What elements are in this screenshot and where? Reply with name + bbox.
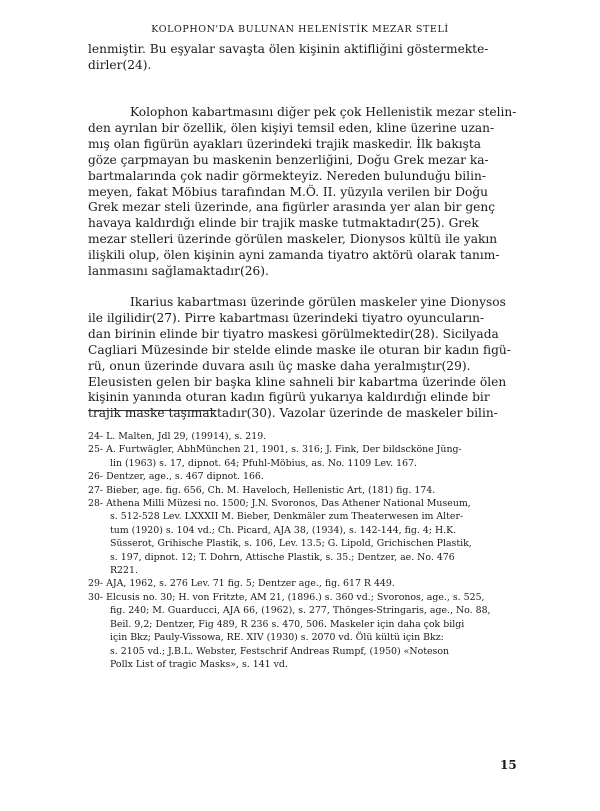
footnote-continuation: Beil. 9,2; Dentzer, Fig 489, R 236 s. 470, 506. Maskeler için daha çok bilgi [110,618,465,630]
text-line: den ayrılan bir özellik, ölen kişiyi temsil eden, kline üzerine uzan- [88,120,495,135]
footnotes [88,430,528,671]
text-line: Cagliari Müzesinde bir stelde elinde maske ile oturan bir kadın figü- [88,342,511,357]
footnote-continuation: tum (1920) s. 104 vd.; Ch. Picard, AJA 38, (1934), s. 142-144, fig. 4; H.K. [110,524,457,536]
footnote-continuation: için Bkz; Pauly-Vissowa, RE. XIV (1930) s. 2070 vd. Ölü kültü için Bkz: [110,632,444,644]
footnote-continuation: lin (1963) s. 17, dipnot. 64; Pfuhl-Möbius, as. No. 1109 Lev. 167. [110,457,418,469]
text-line: kişinin yanında oturan kadın figürü yukarıya kaldırdığı elinde bir [88,390,490,405]
footnote-continuation: Süsserot, Grihische Plastik, s. 106, Lev. 13.5; G. Lipold, Grichischen Plastik, [110,538,472,550]
paragraph-1 [88,42,528,74]
text-line: Eleusisten gelen bir başka kline sahneli bir kabartma üzerinde ölen [88,374,507,389]
footnote-continuation: fig. 240; M. Guarducci, AJA 66, (1962), s. 277, Thönges-Stringaris, age., No. 88, [110,605,491,617]
text-line: havaya kaldırdığı elinde bir trajik maske tutmaktadır(25). Grek [88,216,479,231]
text-line: lenmiştir. Bu eşyalar savaşta ölen kişinin aktifliğini göstermekte- [88,42,489,56]
page-number: 15 [500,758,517,772]
text-line: ilişkili olup, ölen kişinin ayni zamanda tiyatro aktörü olarak tanım- [88,248,500,263]
footnote-29: 29- AJA, 1962, s. 276 Lev. 71 fig. 5; Dentzer age., fig. 617 R 449. [88,578,395,590]
text-line: bartmalarında çok nadir görmekteyiz. Nereden bulunduğu bilin- [88,168,486,183]
text-line: mış olan figürün ayakları üzerindeki trajik maskedir. İlk bakışta [88,136,482,151]
footnote-continuation: s. 197, dipnot. 12; T. Dohrn, Attische Plastik, s. 35.; Dentzer, ae. No. 476 [110,551,455,563]
text-line: trajik maske taşımaktadır(30). Vazolar üzerinde de maskeler bilin- [88,406,498,421]
text-line: ile ilgilidir(27). Pirre kabartması üzerindeki tiyatro oyuncuların- [88,310,485,325]
text-line: Kolophon kabartmasını diğer pek çok Hellenistik mezar stelin- [130,105,517,119]
footnote-continuation: s. 2105 vd.; J.B.L. Webster, Festschrif Andreas Rumpf, (1950) «Noteson [110,645,450,657]
footnote-continuation: R221. [110,565,138,577]
text-line: meyen, fakat Möbius tarafından M.Ö. II. yüzyıla verilen bir Doğu [88,184,489,199]
text-line: dan birinin elinde bir tiyatro maskesi görülmektedir(28). Sicilyada [88,326,499,341]
text-line: Ikarius kabartması üzerinde görülen maskeler yine Dionysos [130,295,506,309]
footnote-25: 25- A. Furtwägler, AbhMünchen 21, 1901, s. 316; J. Fink, Der bildscköne Jüng- [88,444,462,456]
footnote-28: 28- Athena Milli Müzesi no. 1500; J.N. Svoronos, Das Athener National Museum, [88,498,471,510]
paragraph-3 [88,295,528,422]
footnote-continuation: Pollx List of tragic Masks», s. 141 vd. [110,658,288,670]
text-line: lanmasını sağlamaktadır(26). [88,264,269,279]
text-line: mezar stelleri üzerinde görülen maskeler, Dionysos kültü ile yakın [88,232,498,247]
text-line: dirler(24). [88,57,152,72]
text-line: rü, onun üzerinde duvara asılı üç maske daha yeralmıştır(29). [88,358,471,373]
footnote-continuation: s. 512-528 Lev. LXXXII M. Bieber, Denkmäler zum Theaterwesen im Alter- [110,511,464,523]
footnote-30: 30- Elcusis no. 30; H. von Fritzte, AM 21, (1896.) s. 360 vd.; Svoronos, age., s. 525, [88,591,485,603]
text-line: göze çarpmayan bu maskenin benzerliğini, Doğu Grek mezar ka- [88,152,489,167]
paragraph-2 [88,105,528,280]
footnote-separator [88,410,216,411]
footnote-24: 24- L. Malten, Jdl 29, (19914), s. 219. [88,431,267,442]
footnote-26: 26- Dentzer, age., s. 467 dipnot. 166. [88,471,264,483]
text-line: Grek mezar steli üzerinde, ana figürler arasında yer alan bir genç [88,200,496,215]
footnote-27: 27- Bieber, age. fig. 656, Ch. M. Haveloch, Hellenistic Art, (181) fig. 174. [88,484,436,496]
running-header: KOLOPHON'DA BULUNAN HELENİSTİK MEZAR STELİ [151,24,449,35]
